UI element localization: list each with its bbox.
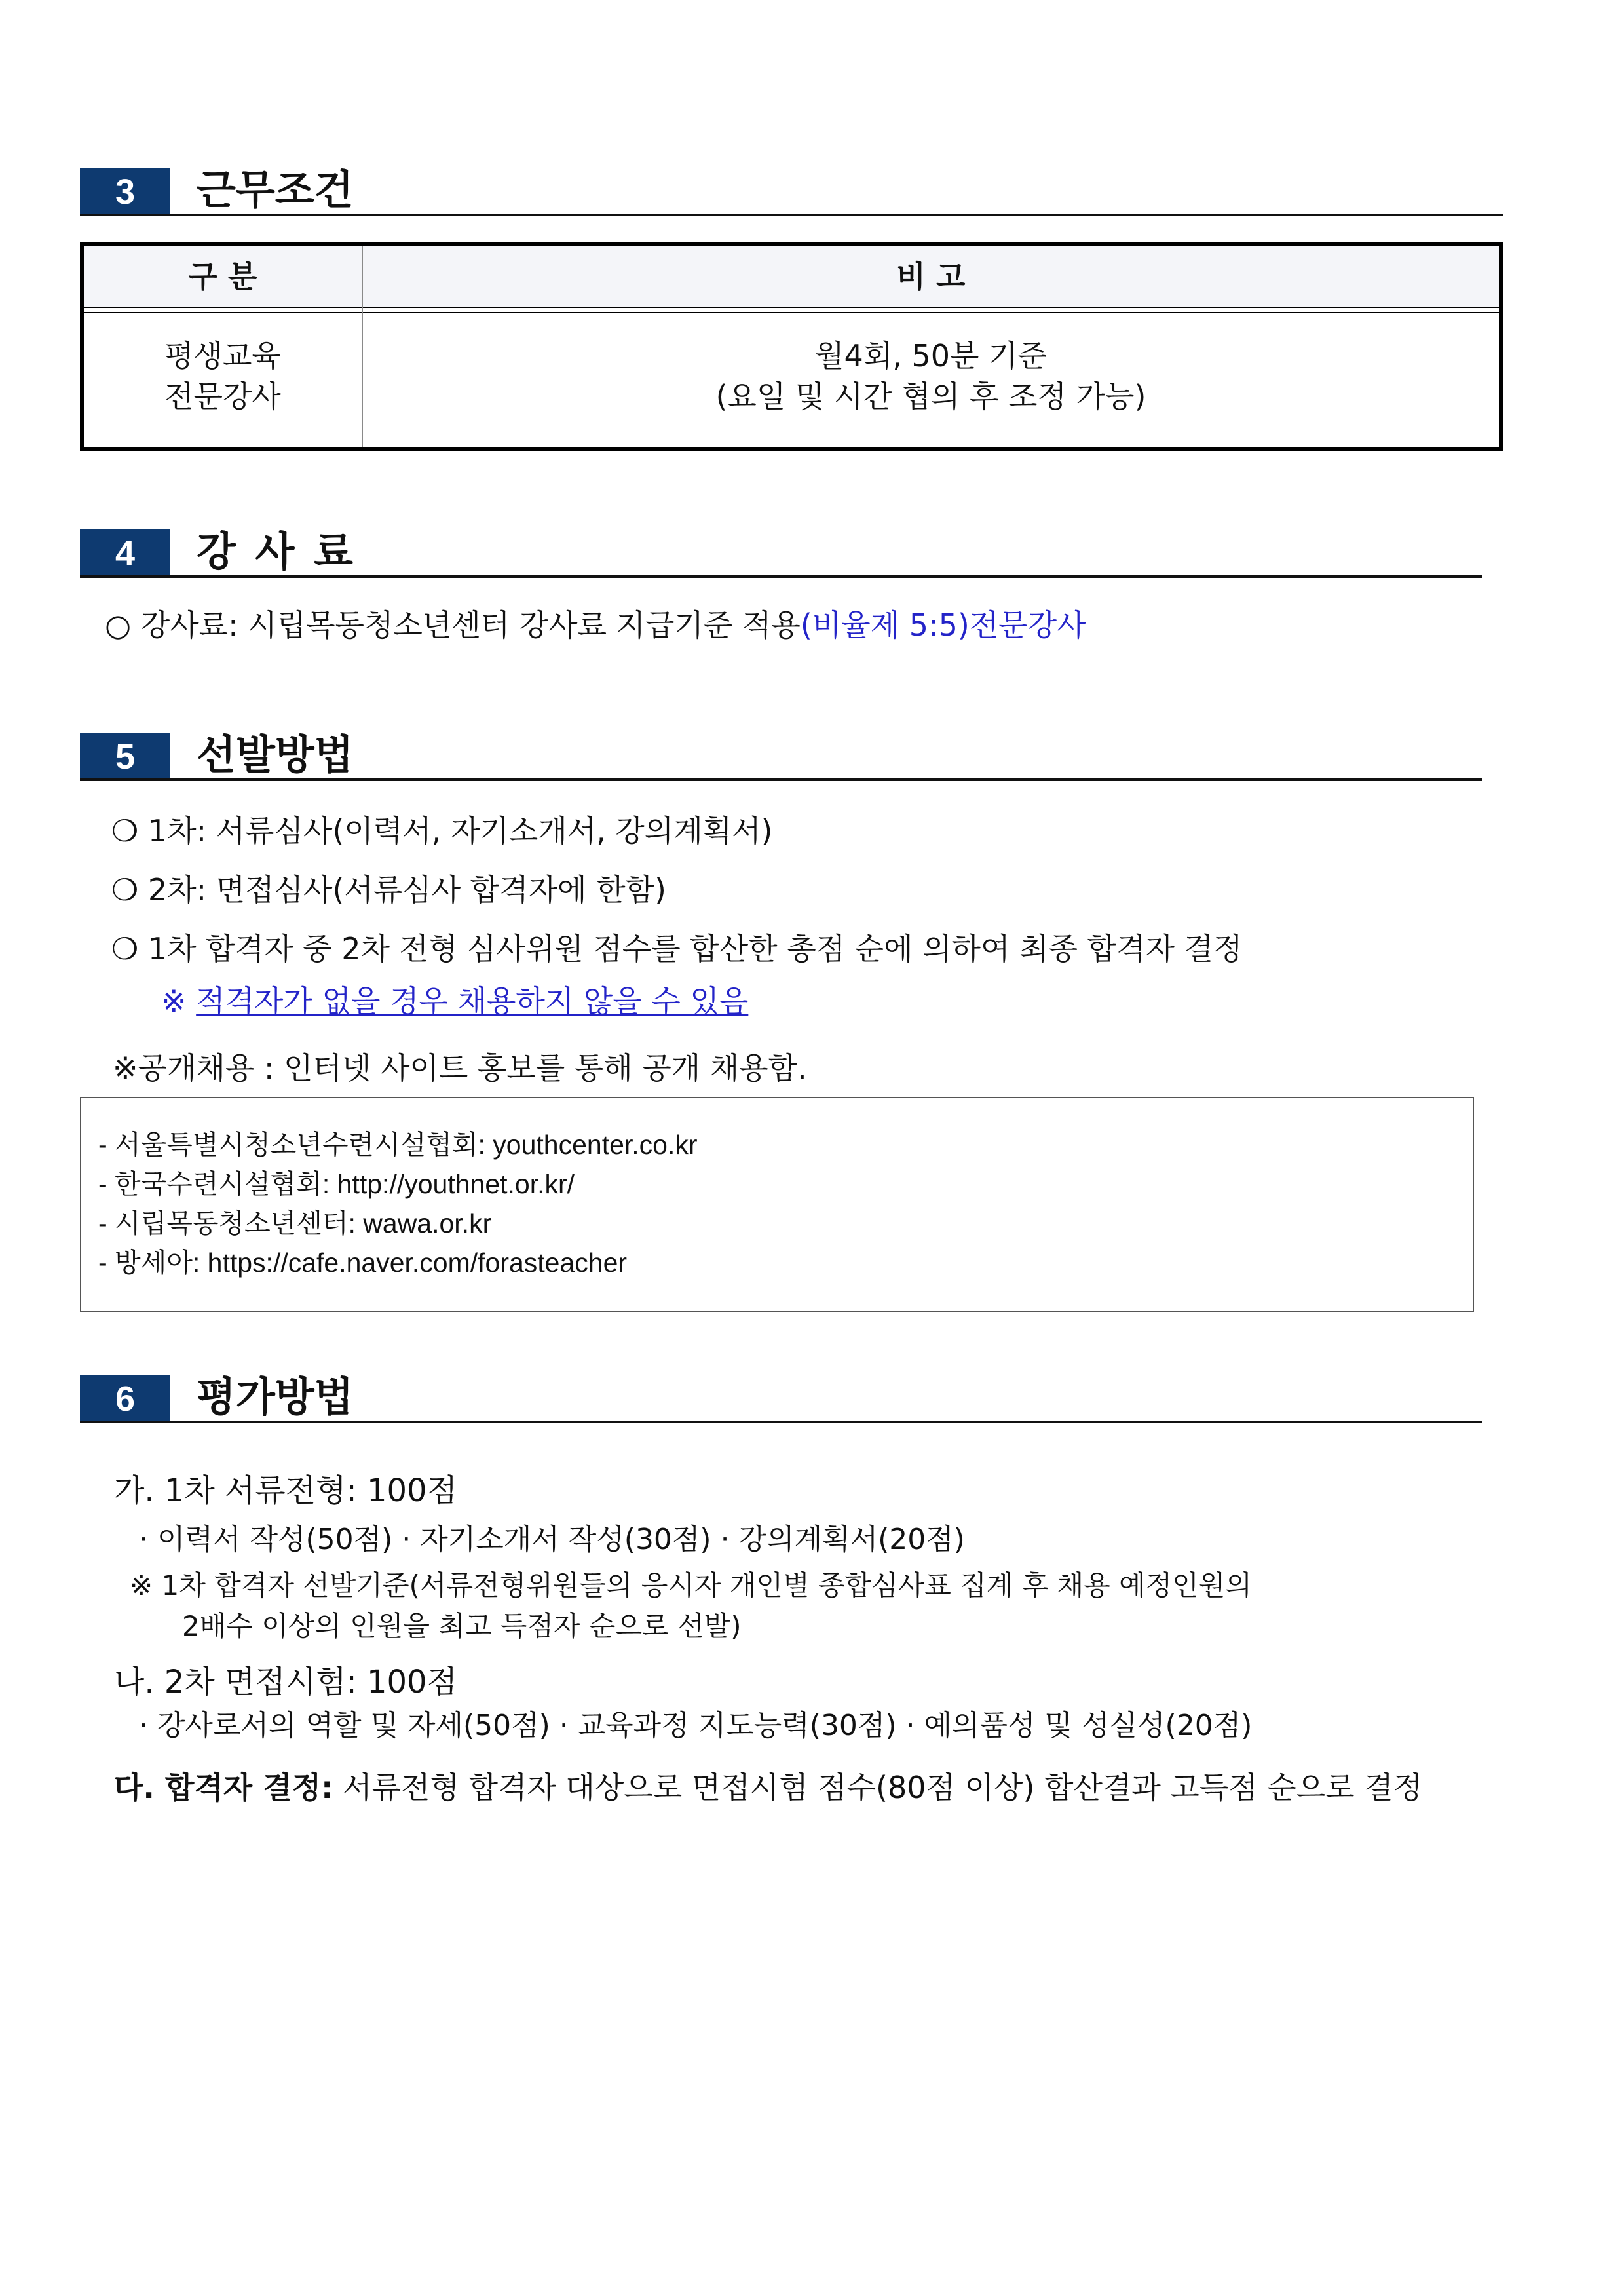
bullet: ❍ xyxy=(111,813,139,849)
bullet: ❍ xyxy=(111,931,139,966)
site-link-wawa[interactable]: - 시립목동청소년센터: wawa.or.kr xyxy=(98,1208,492,1238)
note-mark: ※ xyxy=(161,984,187,1019)
cell-line: 월4회, 50분 기준 xyxy=(815,338,1047,373)
eval-document-note-2: 2배수 이상의 인원을 최고 득점자 순으로 선발) xyxy=(182,1610,742,1642)
section-title: 선발방법 xyxy=(197,731,354,778)
item-text: 1차: 서류심사(이력서, 자기소개서, 강의계획서) xyxy=(147,813,773,849)
section-rule xyxy=(80,778,1482,781)
cell-line: (요일 및 시간 협의 후 조정 가능) xyxy=(715,379,1146,414)
table-cell-remarks xyxy=(363,335,1499,417)
eval-document-note-1: ※ 1차 합격자 선발기준(서류전형위원들의 응시자 개인별 종합심사표 집계 후 채용 예정인원의 xyxy=(130,1569,1252,1601)
table-header-category: 구 분 xyxy=(188,259,257,294)
section-number: 6 xyxy=(80,1375,170,1423)
recruitment-sites-box xyxy=(80,1097,1474,1312)
section-title: 강 사 료 xyxy=(197,527,356,575)
site-link-naver-cafe[interactable]: - 방세아: https://cafe.naver.com/forasteacher xyxy=(98,1248,628,1278)
section-number: 4 xyxy=(80,529,170,578)
bullet: ○ xyxy=(105,607,132,643)
section-number: 3 xyxy=(80,168,170,216)
work-conditions-table xyxy=(80,242,1503,451)
eval-document-detail: · 이력서 작성(50점) · 자기소개서 작성(30점) · 강의계획서(20점) xyxy=(139,1523,965,1556)
selection-note xyxy=(161,982,748,1021)
site-link-youthcenter[interactable]: - 서울특별시청소년수련시설협회: youthcenter.co.kr xyxy=(98,1130,698,1160)
section-title: 평가방법 xyxy=(197,1373,354,1421)
eval-interview-heading: 나. 2차 면접시험: 100점 xyxy=(114,1664,457,1700)
lecture-fee-line xyxy=(105,605,1086,645)
lecture-fee-ratio: (비율제 5:5)전문강사 xyxy=(800,607,1086,643)
selection-item-3 xyxy=(111,929,1242,968)
item-text: 2차: 면접심사(서류심사 합격자에 한함) xyxy=(147,872,666,908)
cell-line: 전문강사 xyxy=(164,379,281,414)
item-text: 1차 합격자 중 2차 전형 심사위원 점수를 합산한 총점 순에 의하여 최종 합격자 결정 xyxy=(147,931,1243,966)
note-text: 적격자가 없을 경우 채용하지 않을 수 있음 xyxy=(196,984,749,1019)
lecture-fee-text: 강사료: 시립목동청소년센터 강사료 지급기준 적용 xyxy=(140,607,801,643)
section-rule xyxy=(80,214,1503,216)
eval-document-heading: 가. 1차 서류전형: 100점 xyxy=(114,1472,457,1509)
selection-item-2 xyxy=(111,870,666,909)
table-cell-category xyxy=(84,335,362,417)
section-rule xyxy=(80,1421,1482,1423)
final-decision-text: 서류전형 합격자 대상으로 면접시험 점수(80점 이상) 합산결과 고득점 순으로 결정 xyxy=(343,1770,1423,1805)
table-header-divider xyxy=(84,307,1499,313)
final-decision-heading: 다. 합격자 결정: xyxy=(114,1770,333,1805)
selection-item-1 xyxy=(111,811,773,851)
cell-line: 평생교육 xyxy=(164,338,281,373)
public-recruitment-notice: ※공개채용 : 인터넷 사이트 홍보를 통해 공개 채용함. xyxy=(113,1050,807,1086)
section-number: 5 xyxy=(80,733,170,781)
bullet: ❍ xyxy=(111,872,139,908)
section-title: 근무조건 xyxy=(197,166,354,214)
table-header-remarks: 비 고 xyxy=(896,259,966,294)
eval-final-decision xyxy=(114,1768,1422,1807)
site-link-youthnet[interactable]: - 한국수련시설협회: http://youthnet.or.kr/ xyxy=(98,1169,575,1199)
section-rule xyxy=(80,575,1482,578)
eval-interview-detail: · 강사로서의 역할 및 자세(50점) · 교육과정 지도능력(30점) · 예의품성 및 성실성(20점) xyxy=(139,1709,1253,1742)
